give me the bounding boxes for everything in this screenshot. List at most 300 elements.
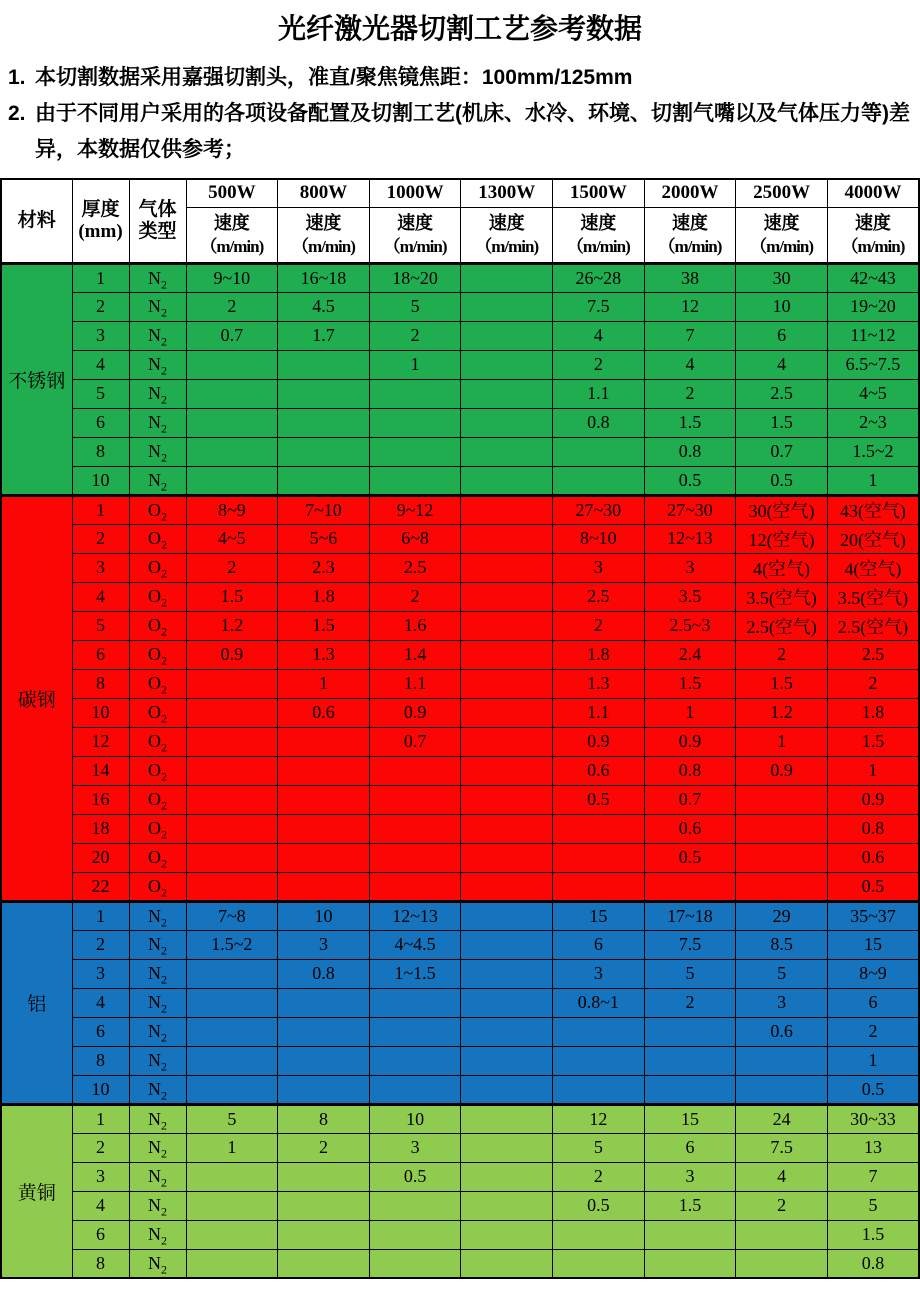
speed-cell: 1.3: [278, 640, 370, 669]
header-speed: 速度 （m/min): [461, 207, 553, 263]
speed-cell: [553, 466, 645, 495]
thickness-cell: 10: [72, 698, 129, 727]
speed-cell: 30~33: [827, 1104, 919, 1133]
thickness-cell: 10: [72, 1075, 129, 1104]
speed-cell: [186, 1046, 278, 1075]
speed-cell: [461, 872, 553, 901]
thickness-cell: 8: [72, 1249, 129, 1278]
material-cell: 黄铜: [1, 1104, 72, 1278]
speed-cell: [461, 930, 553, 959]
thickness-cell: 6: [72, 1017, 129, 1046]
thickness-cell: 16: [72, 785, 129, 814]
speed-cell: 0.5: [644, 466, 736, 495]
speed-cell: [461, 814, 553, 843]
speed-cell: 8.5: [736, 930, 828, 959]
thickness-cell: 6: [72, 408, 129, 437]
thickness-cell: 12: [72, 727, 129, 756]
thickness-cell: 3: [72, 553, 129, 582]
header-speed: 速度 （m/min): [736, 207, 828, 263]
gas-cell: $O_2$: [129, 727, 186, 756]
table-row: [1, 292, 919, 321]
speed-cell: [461, 1104, 553, 1133]
speed-cell: [644, 1046, 736, 1075]
thickness-cell: 4: [72, 582, 129, 611]
speed-cell: 1.5: [827, 1220, 919, 1249]
speed-cell: [369, 785, 461, 814]
speed-cell: 1.8: [827, 698, 919, 727]
speed-cell: 12: [644, 292, 736, 321]
gas-cell: $N_2$: [129, 1220, 186, 1249]
gas-cell: $O_2$: [129, 524, 186, 553]
speed-cell: 0.5: [644, 843, 736, 872]
gas-cell: $N_2$: [129, 437, 186, 466]
speed-cell: [278, 1075, 370, 1104]
table-row: [1, 350, 919, 379]
speed-cell: [278, 1017, 370, 1046]
thickness-cell: 20: [72, 843, 129, 872]
speed-cell: 4.5: [278, 292, 370, 321]
speed-cell: 2.3: [278, 553, 370, 582]
speed-cell: [278, 1220, 370, 1249]
note-2-text: 由于不同用户采用的各项设备配置及切割工艺(机床、水冷、环境、切割气嘴以及气体压力等)差异，本数据仅供参考；: [35, 102, 910, 161]
speed-cell: 3: [278, 930, 370, 959]
speed-cell: 1.2: [186, 611, 278, 640]
thickness-cell: 2: [72, 524, 129, 553]
speed-cell: [553, 1046, 645, 1075]
speed-cell: 7.5: [736, 1133, 828, 1162]
speed-cell: 8: [278, 1104, 370, 1133]
thickness-cell: 5: [72, 611, 129, 640]
header-speed: 速度 （m/min): [186, 207, 278, 263]
table-row: [1, 756, 919, 785]
speed-cell: [186, 669, 278, 698]
thickness-cell: 4: [72, 1191, 129, 1220]
speed-cell: [186, 437, 278, 466]
speed-cell: 2.5(空气): [736, 611, 828, 640]
speed-cell: 17~18: [644, 901, 736, 930]
speed-cell: 12~13: [369, 901, 461, 930]
speed-cell: 0.5: [553, 785, 645, 814]
speed-cell: [461, 1162, 553, 1191]
speed-cell: 3: [553, 553, 645, 582]
speed-cell: [461, 901, 553, 930]
table-row: [1, 379, 919, 408]
speed-cell: 0.8: [278, 959, 370, 988]
speed-cell: 0.9: [644, 727, 736, 756]
speed-cell: 0.9: [186, 640, 278, 669]
gas-cell: $N_2$: [129, 1249, 186, 1278]
thickness-cell: 4: [72, 350, 129, 379]
speed-cell: 5: [736, 959, 828, 988]
speed-cell: [553, 1075, 645, 1104]
speed-cell: [461, 350, 553, 379]
speed-cell: 2: [827, 1017, 919, 1046]
speed-cell: 0.8~1: [553, 988, 645, 1017]
speed-cell: 43(空气): [827, 495, 919, 524]
speed-cell: 5: [644, 959, 736, 988]
speed-cell: 0.8: [644, 756, 736, 785]
speed-cell: [461, 292, 553, 321]
gas-cell: $O_2$: [129, 582, 186, 611]
gas-cell: $N_2$: [129, 1017, 186, 1046]
table-row: [1, 524, 919, 553]
speed-cell: [186, 959, 278, 988]
speed-cell: [278, 437, 370, 466]
speed-cell: 7: [827, 1162, 919, 1191]
speed-cell: [461, 669, 553, 698]
speed-cell: 1: [369, 350, 461, 379]
speed-cell: [644, 1075, 736, 1104]
speed-cell: 1: [827, 1046, 919, 1075]
gas-cell: $N_2$: [129, 1075, 186, 1104]
speed-cell: [461, 727, 553, 756]
speed-cell: 4~5: [827, 379, 919, 408]
speed-cell: 0.7: [369, 727, 461, 756]
header-power: 2000W: [644, 179, 736, 207]
thickness-cell: 6: [72, 640, 129, 669]
speed-cell: 0.5: [553, 1191, 645, 1220]
speed-cell: 0.7: [186, 321, 278, 350]
speed-cell: [736, 872, 828, 901]
thickness-cell: 6: [72, 1220, 129, 1249]
speed-cell: [186, 988, 278, 1017]
speed-cell: [369, 756, 461, 785]
speed-cell: 1.5~2: [827, 437, 919, 466]
speed-cell: 27~30: [553, 495, 645, 524]
speed-cell: 0.8: [827, 1249, 919, 1278]
speed-cell: 3: [553, 959, 645, 988]
speed-cell: 15: [827, 930, 919, 959]
speed-cell: 2.5: [553, 582, 645, 611]
speed-cell: [278, 1046, 370, 1075]
thickness-cell: 3: [72, 321, 129, 350]
gas-cell: $N_2$: [129, 292, 186, 321]
gas-cell: $N_2$: [129, 1191, 186, 1220]
speed-cell: 5~6: [278, 524, 370, 553]
speed-cell: 2: [186, 292, 278, 321]
material-cell: 不锈钢: [1, 263, 72, 495]
speed-cell: 5: [553, 1133, 645, 1162]
speed-cell: 0.9: [553, 727, 645, 756]
speed-cell: 0.8: [827, 814, 919, 843]
speed-cell: 4: [736, 1162, 828, 1191]
thickness-cell: 3: [72, 959, 129, 988]
header-speed: 速度 （m/min): [644, 207, 736, 263]
speed-cell: 7~10: [278, 495, 370, 524]
speed-cell: 29: [736, 901, 828, 930]
table-row: [1, 901, 919, 930]
speed-cell: 18~20: [369, 263, 461, 292]
header-speed: 速度 （m/min): [369, 207, 461, 263]
speed-cell: 0.9: [736, 756, 828, 785]
material-cell: 铝: [1, 901, 72, 1104]
speed-cell: 4: [553, 321, 645, 350]
speed-cell: [461, 640, 553, 669]
thickness-cell: 1: [72, 495, 129, 524]
table-row: [1, 1104, 919, 1133]
speed-cell: 35~37: [827, 901, 919, 930]
speed-cell: 1.3: [553, 669, 645, 698]
table-row: [1, 640, 919, 669]
speed-cell: 10: [369, 1104, 461, 1133]
speed-cell: 1.5: [644, 669, 736, 698]
speed-cell: 5: [827, 1191, 919, 1220]
table-row: [1, 1046, 919, 1075]
speed-cell: 27~30: [644, 495, 736, 524]
page-title: 光纤激光器切割工艺参考数据: [277, 13, 642, 44]
speed-cell: 8~9: [827, 959, 919, 988]
speed-cell: 1.5: [186, 582, 278, 611]
speed-cell: [278, 1249, 370, 1278]
speed-cell: 7.5: [553, 292, 645, 321]
speed-cell: [186, 350, 278, 379]
speed-cell: 2.5: [827, 640, 919, 669]
cutting-data-table: [0, 178, 920, 1279]
notes: [0, 60, 920, 168]
speed-cell: [369, 437, 461, 466]
speed-cell: [553, 872, 645, 901]
speed-cell: [186, 1075, 278, 1104]
gas-cell: $N_2$: [129, 1046, 186, 1075]
speed-cell: [736, 1046, 828, 1075]
speed-cell: 0.6: [644, 814, 736, 843]
table-row: [1, 1162, 919, 1191]
speed-cell: [644, 872, 736, 901]
speed-cell: 0.5: [369, 1162, 461, 1191]
speed-cell: 2: [644, 988, 736, 1017]
thickness-cell: 2: [72, 292, 129, 321]
speed-cell: 1: [736, 727, 828, 756]
speed-cell: 0.5: [827, 872, 919, 901]
table-row: [1, 843, 919, 872]
speed-cell: 1.1: [553, 379, 645, 408]
speed-cell: 1.4: [369, 640, 461, 669]
speed-cell: [461, 1133, 553, 1162]
speed-cell: 1.8: [278, 582, 370, 611]
speed-cell: [278, 1162, 370, 1191]
speed-cell: [278, 379, 370, 408]
table-row: [1, 582, 919, 611]
thickness-cell: 2: [72, 930, 129, 959]
speed-cell: 4~5: [186, 524, 278, 553]
note-1-number: 1.: [8, 66, 26, 89]
thickness-cell: 1: [72, 263, 129, 292]
speed-cell: 12: [553, 1104, 645, 1133]
speed-cell: [186, 872, 278, 901]
speed-cell: [553, 1017, 645, 1046]
header-power: 800W: [278, 179, 370, 207]
table-row: [1, 1249, 919, 1278]
speed-cell: 5: [369, 292, 461, 321]
speed-cell: 0.8: [553, 408, 645, 437]
speed-cell: 2.5~3: [644, 611, 736, 640]
speed-cell: 1.5: [827, 727, 919, 756]
speed-cell: 30(空气): [736, 495, 828, 524]
speed-cell: 30: [736, 263, 828, 292]
speed-cell: 6.5~7.5: [827, 350, 919, 379]
gas-cell: $O_2$: [129, 785, 186, 814]
gas-cell: $N_2$: [129, 930, 186, 959]
table-row: [1, 814, 919, 843]
table-header: [1, 179, 919, 263]
speed-cell: 1.5: [736, 669, 828, 698]
speed-cell: [461, 263, 553, 292]
speed-cell: 2: [736, 1191, 828, 1220]
speed-cell: [186, 727, 278, 756]
gas-cell: $N_2$: [129, 1162, 186, 1191]
speed-cell: 3.5(空气): [736, 582, 828, 611]
speed-cell: 6: [644, 1133, 736, 1162]
speed-cell: [461, 756, 553, 785]
speed-cell: [736, 814, 828, 843]
speed-cell: 1.6: [369, 611, 461, 640]
speed-cell: [278, 1191, 370, 1220]
speed-cell: 2~3: [827, 408, 919, 437]
gas-cell: $N_2$: [129, 1133, 186, 1162]
speed-cell: [736, 1249, 828, 1278]
header-material: 材料: [1, 179, 72, 263]
speed-cell: [186, 814, 278, 843]
speed-cell: 4(空气): [827, 553, 919, 582]
speed-cell: [186, 1191, 278, 1220]
speed-cell: 1: [827, 466, 919, 495]
table-row: [1, 1220, 919, 1249]
speed-cell: [186, 1249, 278, 1278]
speed-cell: [369, 1249, 461, 1278]
table-row: [1, 553, 919, 582]
table-row: [1, 872, 919, 901]
speed-cell: 9~12: [369, 495, 461, 524]
speed-cell: 12(空气): [736, 524, 828, 553]
speed-cell: 6: [736, 321, 828, 350]
speed-cell: [644, 1220, 736, 1249]
speed-cell: 0.7: [644, 785, 736, 814]
speed-cell: 1.1: [553, 698, 645, 727]
table-row: [1, 466, 919, 495]
speed-cell: [461, 437, 553, 466]
speed-cell: [461, 321, 553, 350]
header-row-powers: [1, 179, 919, 207]
speed-cell: 38: [644, 263, 736, 292]
speed-cell: 3: [369, 1133, 461, 1162]
speed-cell: [461, 988, 553, 1017]
speed-cell: 2: [644, 379, 736, 408]
speed-cell: 1.1: [369, 669, 461, 698]
speed-cell: [186, 756, 278, 785]
header-thickness: 厚度(mm): [72, 179, 129, 263]
speed-cell: [186, 1220, 278, 1249]
speed-cell: 8~9: [186, 495, 278, 524]
speed-cell: [186, 785, 278, 814]
thickness-cell: 22: [72, 872, 129, 901]
speed-cell: 1: [278, 669, 370, 698]
speed-cell: [461, 1017, 553, 1046]
gas-cell: $O_2$: [129, 756, 186, 785]
gas-cell: $O_2$: [129, 843, 186, 872]
speed-cell: 1.2: [736, 698, 828, 727]
speed-cell: 3: [736, 988, 828, 1017]
table-row: [1, 408, 919, 437]
speed-cell: [461, 1191, 553, 1220]
speed-cell: [461, 582, 553, 611]
speed-cell: 2: [736, 640, 828, 669]
speed-cell: 1.5: [644, 408, 736, 437]
gas-cell: $N_2$: [129, 901, 186, 930]
speed-cell: [461, 1220, 553, 1249]
speed-cell: [369, 1220, 461, 1249]
thickness-cell: 1: [72, 1104, 129, 1133]
speed-cell: [278, 756, 370, 785]
gas-cell: $N_2$: [129, 408, 186, 437]
header-power: 4000W: [827, 179, 919, 207]
speed-cell: [461, 408, 553, 437]
table-row: [1, 785, 919, 814]
speed-cell: 0.6: [553, 756, 645, 785]
speed-cell: [278, 814, 370, 843]
speed-cell: [278, 466, 370, 495]
speed-cell: 7.5: [644, 930, 736, 959]
speed-cell: 2: [827, 669, 919, 698]
thickness-cell: 4: [72, 988, 129, 1017]
table-row: [1, 321, 919, 350]
header-speed: 速度 （m/min): [278, 207, 370, 263]
speed-cell: 3.5(空气): [827, 582, 919, 611]
speed-cell: [369, 466, 461, 495]
header-power: 1300W: [461, 179, 553, 207]
gas-cell: $O_2$: [129, 669, 186, 698]
gas-cell: $O_2$: [129, 553, 186, 582]
gas-cell: $O_2$: [129, 611, 186, 640]
note-1: [8, 60, 914, 96]
speed-cell: 10: [278, 901, 370, 930]
speed-cell: [278, 785, 370, 814]
table-row: [1, 437, 919, 466]
speed-cell: 0.6: [736, 1017, 828, 1046]
gas-cell: $N_2$: [129, 959, 186, 988]
header-power: 1000W: [369, 179, 461, 207]
speed-cell: [186, 408, 278, 437]
speed-cell: [736, 785, 828, 814]
speed-cell: 2: [186, 553, 278, 582]
speed-cell: [369, 1017, 461, 1046]
header-power: 1500W: [553, 179, 645, 207]
gas-cell: $N_2$: [129, 263, 186, 292]
gas-cell: $N_2$: [129, 988, 186, 1017]
speed-cell: [461, 553, 553, 582]
speed-cell: [461, 524, 553, 553]
speed-cell: [278, 988, 370, 1017]
speed-cell: 1: [644, 698, 736, 727]
speed-cell: 1: [186, 1133, 278, 1162]
thickness-cell: 1: [72, 901, 129, 930]
speed-cell: [736, 1075, 828, 1104]
speed-cell: [369, 988, 461, 1017]
speed-cell: [278, 350, 370, 379]
table-row: [1, 959, 919, 988]
thickness-cell: 8: [72, 437, 129, 466]
speed-cell: [278, 872, 370, 901]
gas-cell: $N_2$: [129, 379, 186, 408]
speed-cell: 0.8: [644, 437, 736, 466]
speed-cell: 4~4.5: [369, 930, 461, 959]
speed-cell: [461, 1249, 553, 1278]
table-row: [1, 1075, 919, 1104]
speed-cell: [369, 814, 461, 843]
thickness-cell: 2: [72, 1133, 129, 1162]
speed-cell: [186, 843, 278, 872]
speed-cell: 3: [644, 1162, 736, 1191]
speed-cell: [553, 814, 645, 843]
